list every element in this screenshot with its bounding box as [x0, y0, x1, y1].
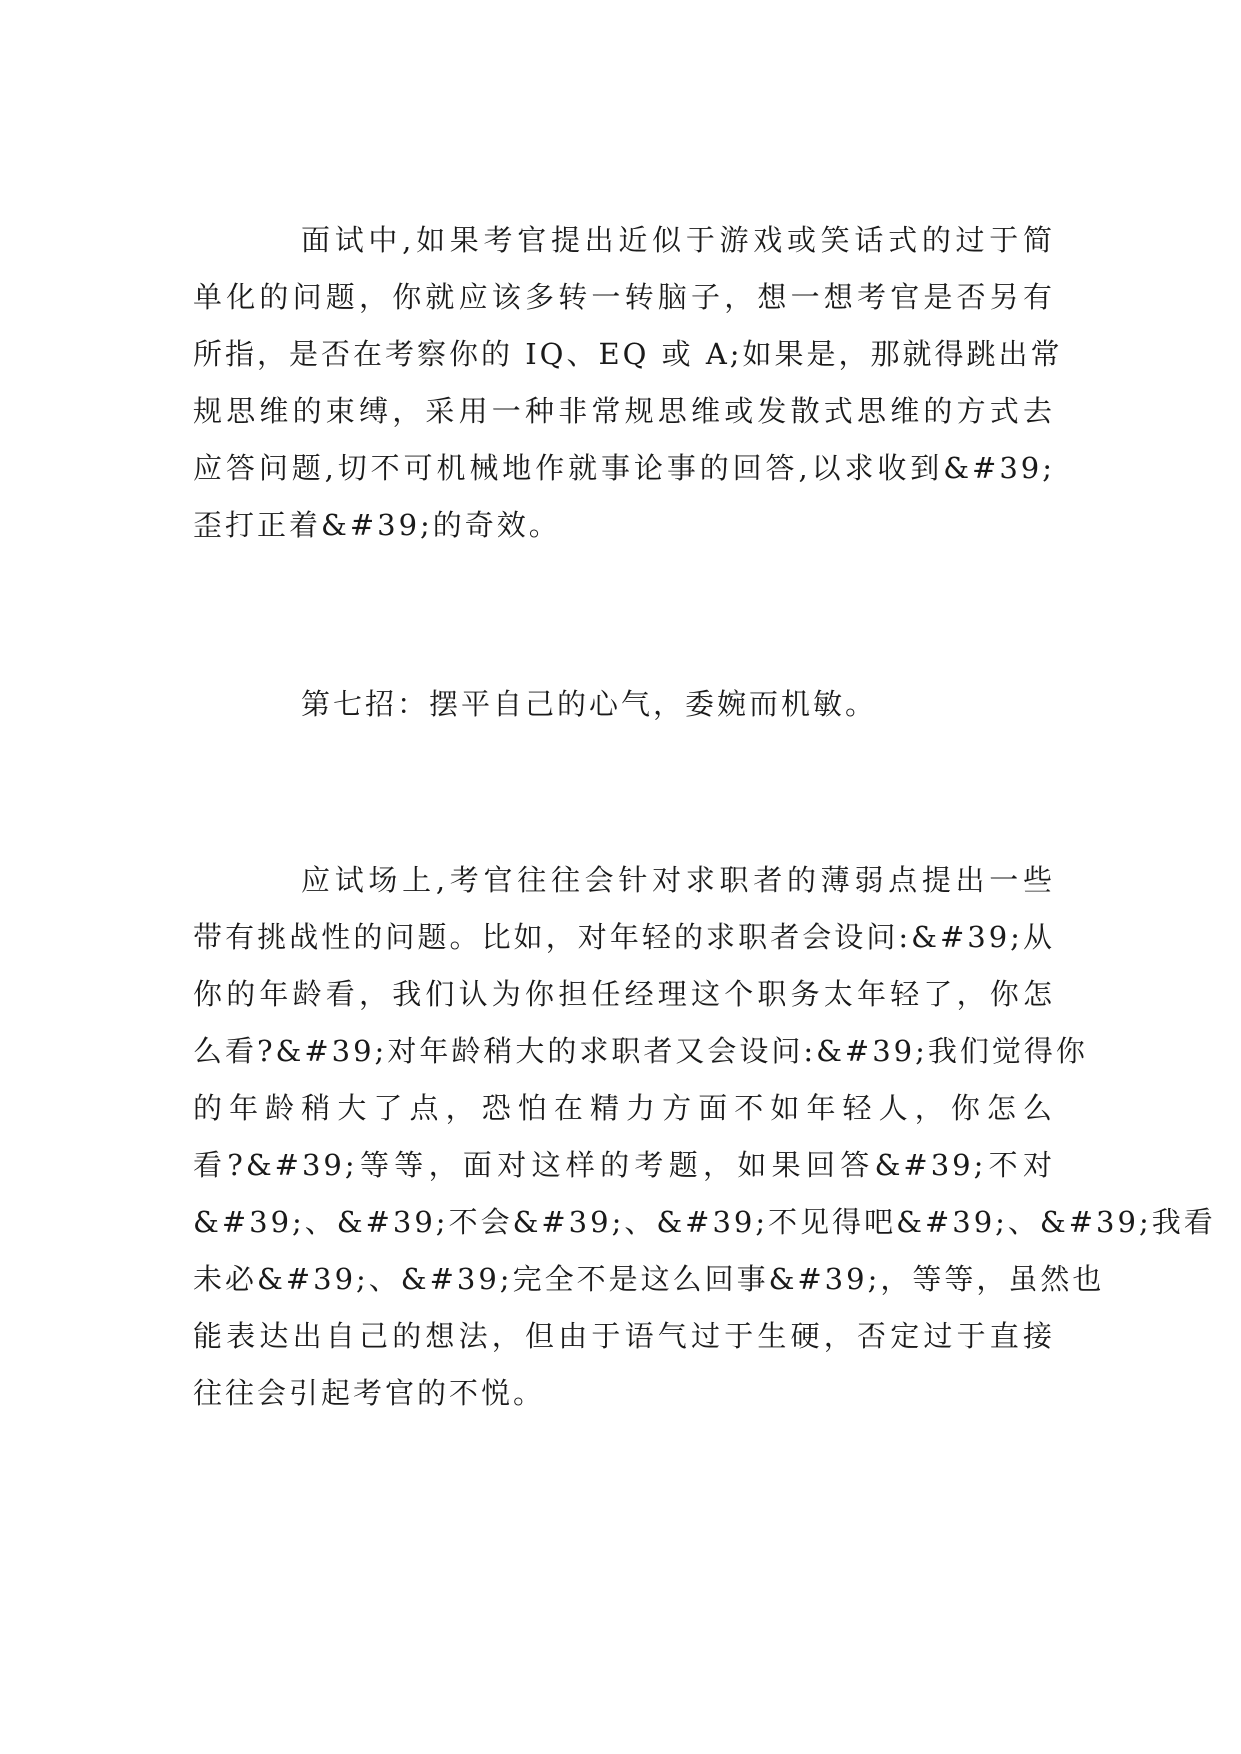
section-heading: 第七招：摆平自己的心气，委婉而机敏。 — [301, 687, 878, 721]
paragraph-2-line: 能表达出自己的想法，但由于语气过于生硬，否定过于直接 — [193, 1319, 1055, 1353]
paragraph-2-line: 看?&#39;等等，面对这样的考题，如果回答&#39;不对 — [193, 1148, 1055, 1182]
paragraph-1-line: 单化的问题，你就应该多转一转脑子，想一想考官是否另有 — [193, 280, 1055, 314]
paragraph-2-line: 往往会引起考官的不悦。 — [193, 1376, 546, 1410]
paragraph-1-line: 所指，是否在考察你的 IQ、EQ 或 A;如果是，那就得跳出常 — [193, 337, 1063, 371]
paragraph-2-line: 应试场上,考官往往会针对求职者的薄弱点提出一些 — [301, 863, 1055, 897]
paragraph-2-line: 你的年龄看，我们认为你担任经理这个职务太年轻了，你怎 — [193, 977, 1055, 1011]
paragraph-1-line: 面试中,如果考官提出近似于游戏或笑话式的过于简 — [301, 223, 1055, 257]
paragraph-2-line: 的年龄稍大了点，恐怕在精力方面不如年轻人，你怎么 — [193, 1091, 1055, 1125]
paragraph-2-line: &#39;、&#39;不会&#39;、&#39;不见得吧&#39;、&#39;我看 — [193, 1205, 1216, 1239]
paragraph-2-line: 么看?&#39;对年龄稍大的求职者又会设问:&#39;我们觉得你 — [193, 1034, 1088, 1068]
paragraph-1-line: 规思维的束缚，采用一种非常规思维或发散式思维的方式去 — [193, 394, 1055, 428]
paragraph-2-line: 未必&#39;、&#39;完全不是这么回事&#39;，等等，虽然也 — [193, 1262, 1105, 1296]
paragraph-1-line: 应答问题,切不可机械地作就事论事的回答,以求收到&#39; — [193, 451, 1055, 485]
paragraph-1-line: 歪打正着&#39;的奇效。 — [193, 508, 561, 542]
paragraph-2-line: 带有挑战性的问题。比如，对年轻的求职者会设问:&#39;从 — [193, 920, 1055, 954]
